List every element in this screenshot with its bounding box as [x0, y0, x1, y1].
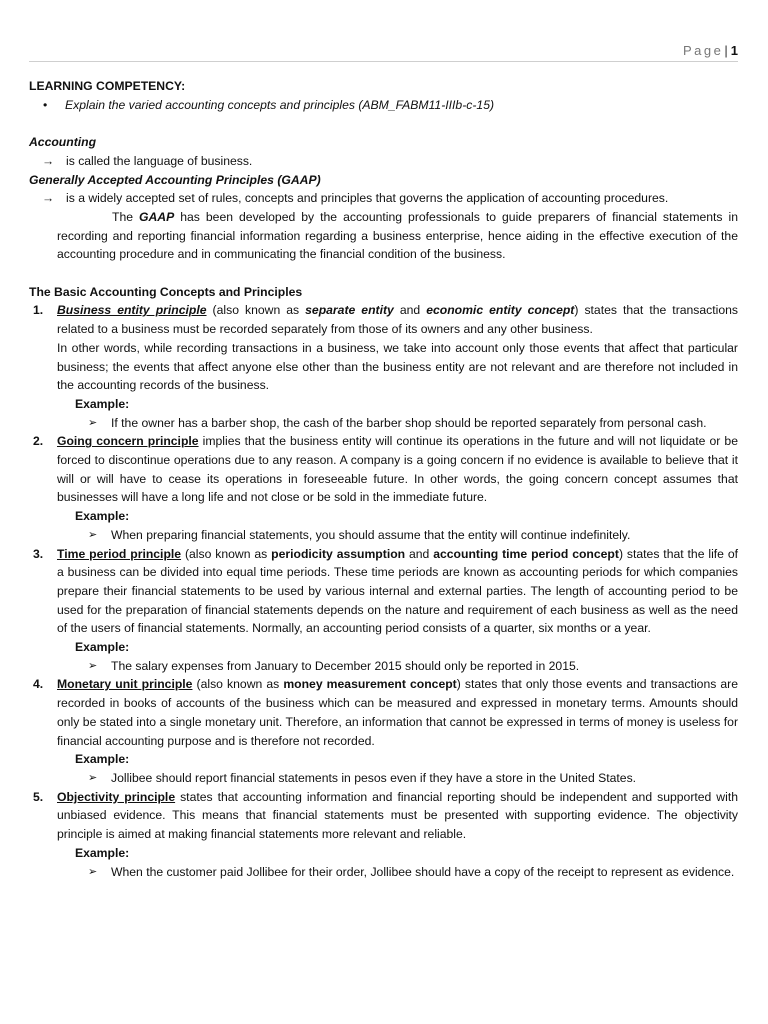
principle-paragraph: In other words, while recording transactions in a business, we take into account only those events that affect that particular business; the events that affect anyone else other than the business entity are not relevant and are therefore not included in the accounting records of the business. [57, 340, 738, 393]
competency-text: Explain the varied accounting concepts and principles (ABM_FABM11-IIIb-c-15) [65, 97, 495, 112]
keyword: economic entity concept [426, 303, 575, 318]
item-number: 1. [33, 303, 44, 318]
keyword: periodicity assumption [271, 546, 406, 561]
example-label: Example: [75, 845, 130, 860]
text-run: (also known as [181, 546, 272, 561]
principle-text [57, 301, 738, 338]
text-run: ) states that the life of a business can be divided into equal time periods. These time periods are known as accounting periods for which companies prepare their financial statements to be used by various internal and external parties. The length of accounting period to be used for the preparation of financial statements depends on the nature and requirement of each business as well as the need of the users of financial statements. Normally, an accounting period consists of a quarter, six months or a year. [57, 546, 739, 636]
principle-text [57, 788, 738, 844]
text-run: ) states that only those events and transactions are recorded in books of accounts of the business which can be measured and expressed in monetary terms. Amounts should only be stated into a single monetary unit. Therefore, an information that cannot be expressed in terms of money is useless for financial accounting purpose and is therefore not recorded. [57, 677, 739, 748]
principle-title: Business entity principle [57, 303, 207, 318]
example-item [29, 863, 738, 882]
example-text: If the owner has a barber shop, the cash of the barber shop should be reported separately from personal cash. [111, 415, 707, 430]
principle-text [57, 432, 738, 507]
bullet-icon: • [43, 97, 48, 112]
keyword: accounting time period concept [433, 546, 619, 561]
page-header [29, 41, 738, 62]
example-item [29, 657, 738, 676]
item-number: 5. [33, 789, 44, 804]
competency-heading: LEARNING COMPETENCY: [29, 79, 186, 93]
arrow-right-icon: → [42, 191, 55, 206]
gaap-term: Generally Accepted Accounting Principles (GAAP) [29, 172, 321, 187]
document-body [29, 77, 738, 881]
principle-item [29, 675, 738, 750]
arrow-right-icon: → [42, 153, 55, 168]
principle-title: Monetary unit principle [57, 677, 193, 692]
principle-item [29, 545, 738, 639]
principles-heading: The Basic Accounting Concepts and Principles [29, 284, 303, 299]
text-run: ) states that the transactions related to a business must be recorded separately from those of its owners and any other business. [57, 303, 739, 337]
page-separator: | [724, 43, 728, 58]
item-number: 2. [33, 434, 44, 449]
item-number: 3. [33, 546, 44, 561]
example-label: Example: [75, 396, 130, 411]
triangle-bullet-icon: ➢ [88, 659, 98, 672]
example-label: Example: [75, 509, 130, 524]
text-run: and [405, 546, 434, 561]
example-item [29, 526, 738, 545]
accounting-definition-text: is called the language of business. [66, 153, 253, 168]
keyword: money measurement concept [283, 677, 457, 692]
text-run: implies that the business entity will continue its operations in the future and will not liquidate or be forced to discontinue operations due to any reason. A company is a going concern if no evidence is available to believe that it will or will have to cease its operations in foreseeable future. In other words, the going concern concept assumes that businesses will have a long life and not close or be sold in the immediate future. [57, 434, 738, 505]
gaap-paragraph-text: has been developed by the accounting professionals to guide preparers of financial statements in recording and reporting financial information regarding a business enterprise, hence aiding in the effective execution of the accounting procedure and in communicating the financial condition of the business. [57, 209, 739, 262]
principle-item [29, 788, 738, 844]
principle-title: Objectivity principle [57, 789, 176, 804]
example-text: Jollibee should report financial statements in pesos even if they have a store in the United States. [111, 770, 637, 785]
triangle-bullet-icon: ➢ [88, 771, 98, 784]
example-item [29, 414, 738, 433]
gaap-paragraph-lead: The [112, 209, 140, 224]
accounting-definition [29, 152, 738, 171]
example-text: When preparing financial statements, you should assume that the entity will continue indefinitely. [111, 527, 631, 542]
principle-text [57, 675, 738, 750]
example-label: Example: [75, 640, 130, 655]
competency-item [29, 96, 738, 115]
text-run: states that accounting information and financial reporting should be independent and supported with unbiased evidence. This means that financial statements must be presented with supporting evidence. The objectivity principle is aimed at making financial statements more relevant and reliable. [57, 789, 738, 842]
triangle-bullet-icon: ➢ [88, 416, 98, 429]
gaap-paragraph-term: GAAP [139, 209, 175, 224]
principle-text [57, 545, 738, 639]
example-text: The salary expenses from January to December 2015 should only be reported in 2015. [111, 658, 580, 673]
gaap-paragraph [29, 208, 738, 264]
item-number: 4. [33, 677, 44, 692]
triangle-bullet-icon: ➢ [88, 528, 98, 541]
example-item [29, 769, 738, 788]
principle-title: Going concern principle [57, 434, 199, 449]
page-number [683, 43, 738, 58]
text-run: (also known as [206, 303, 306, 318]
example-label: Example: [75, 752, 130, 767]
triangle-bullet-icon: ➢ [88, 865, 98, 878]
text-run: (also known as [192, 677, 284, 692]
keyword: separate entity [305, 303, 394, 318]
text-run: and [393, 303, 427, 318]
accounting-term: Accounting [29, 135, 97, 150]
gaap-definition-text: is a widely accepted set of rules, concepts and principles that governs the application of accounting procedures. [66, 191, 669, 206]
page-label: Page [683, 43, 724, 58]
gaap-definition [29, 189, 738, 208]
principle-item [29, 301, 738, 395]
principle-title: Time period principle [57, 546, 182, 561]
example-text: When the customer paid Jollibee for their order, Jollibee should have a copy of the receipt to represent as evidence. [111, 864, 735, 879]
page-number-value: 1 [730, 43, 738, 58]
principle-item [29, 432, 738, 507]
